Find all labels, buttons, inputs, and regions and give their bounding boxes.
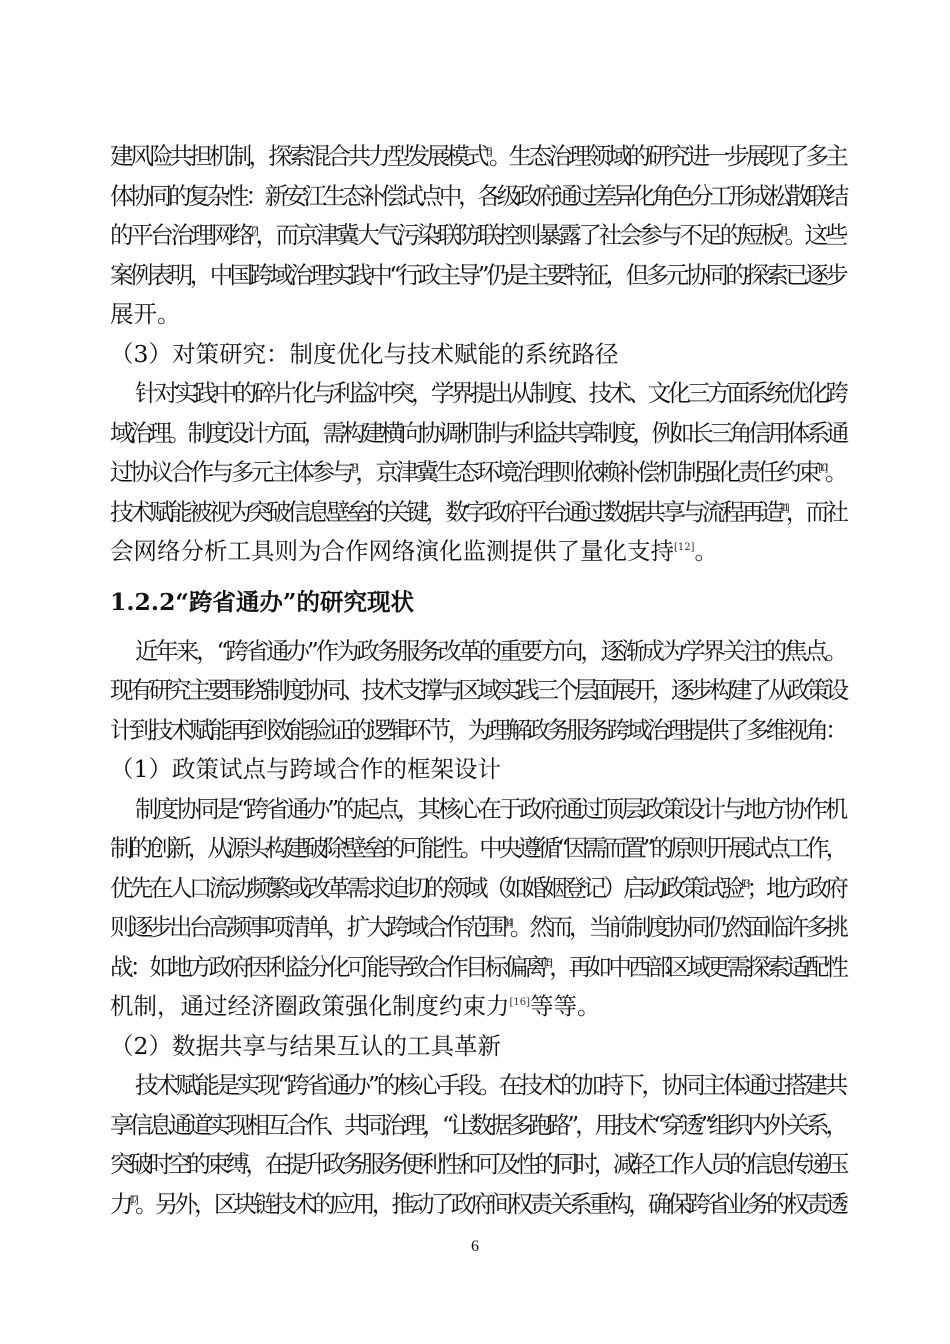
text-line: [110, 572, 845, 632]
citation-ref: [7]: [251, 226, 256, 237]
text-segment: 体协同的复杂性：新安江生态补偿试点中，各级政府通过差异化角色分工形成松散联结: [110, 181, 845, 210]
text-segment: 享信息通道实现相互合作、共同治理，“让数据多跑路”，用技术“穿透”组织内外关系，: [110, 1110, 845, 1139]
text-line: [110, 1106, 845, 1146]
text-line: [110, 256, 845, 296]
text-line: [110, 532, 845, 572]
text-segment: 。: [694, 537, 719, 565]
text-line-content: [110, 1190, 845, 1218]
text-line-content: [135, 795, 845, 823]
text-segment: ，而社: [785, 497, 845, 526]
text-segment: 制度协同是“跨省通办”的起点，其核心在于政府通过顶层政策设计与地方协作机: [135, 794, 845, 823]
paragraph: [110, 137, 845, 335]
text-line: [110, 1145, 845, 1185]
text-line-content: [110, 1111, 845, 1139]
text-line: [110, 216, 845, 256]
text-segment: 会网络分析工具则为合作网络演化监测提供了量化支持: [110, 537, 674, 565]
text-line-content: [110, 340, 618, 368]
text-segment: 针对实践中的碎片化与利益冲突，学界提出从制度、技术、文化三方面系统优化跨: [135, 379, 845, 407]
document-body: [110, 137, 845, 1224]
text-segment: 近年来，“跨省通办”作为政务服务改革的重要方向，逐渐成为学界关注的焦点。: [135, 636, 845, 665]
text-line-content: [110, 874, 845, 902]
citation-ref: [10]: [818, 463, 825, 474]
text-line: [110, 908, 845, 948]
paragraph: [110, 374, 845, 572]
text-line-content: [110, 1150, 845, 1178]
text-line-content: [110, 142, 845, 170]
text-line-content: [135, 379, 845, 407]
citation-ref: [17]: [129, 1194, 135, 1206]
text-line-content: [110, 913, 845, 941]
text-line-content: [110, 537, 718, 565]
text-line-content: [110, 1032, 501, 1060]
citation-ref: [6]: [485, 147, 489, 158]
text-line: [110, 1066, 845, 1106]
citation-ref: [13]: [741, 878, 747, 890]
text-line-content: [110, 755, 501, 783]
text-line: [110, 1185, 845, 1225]
text-line-content: [135, 1071, 845, 1099]
text-segment: ，京津冀生态环境治理则依赖补偿机制强化责任约束: [355, 458, 819, 486]
text-line: [110, 948, 845, 988]
text-line: [110, 829, 845, 869]
paragraph: [110, 632, 845, 751]
text-segment: 域治理。制度设计方面，需构建横向协调机制与利益共享制度，例如长三角信用体系通: [110, 418, 845, 447]
text-line-content: [110, 992, 601, 1020]
text-line: [110, 1027, 845, 1067]
text-line-content: [110, 221, 845, 249]
text-segment: 战：如地方政府因利益分化可能导致合作目标偏离: [110, 952, 544, 981]
text-line-content: [110, 261, 845, 289]
citation-ref: [12]: [674, 542, 695, 553]
text-line-content: [135, 637, 845, 665]
text-line: [110, 711, 845, 751]
text-segment: 的平台治理网络: [110, 221, 252, 249]
text-segment: 突破时空的束缚，在提升政务服务便利性和可及性的同时，减轻工作人员的信息传递压: [110, 1150, 845, 1178]
text-segment: （3）对策研究：制度优化与技术赋能的系统路径: [110, 339, 619, 368]
text-line: [110, 987, 845, 1027]
citation-ref: [14]: [504, 918, 510, 929]
text-line: [110, 493, 845, 533]
text-segment: （2）数据共享与结果互认的工具革新: [110, 1031, 501, 1060]
text-segment: 1.2.2“跨省通办”的研究现状: [110, 587, 414, 616]
text-line-content: [110, 182, 845, 210]
citation-ref: [16]: [509, 997, 531, 1008]
text-line: [110, 750, 845, 790]
text-segment: 优先在人口流动频繁或改革需求迫切的领域（如婚姻登记）启动政策试验: [110, 873, 742, 902]
text-segment: 。生态治理领域的研究进一步展现了多主: [488, 142, 845, 170]
text-segment: 机制，通过经济圈政策强化制度约束力: [110, 992, 510, 1020]
subsection-heading: [110, 1027, 845, 1067]
text-line: [110, 137, 845, 177]
text-line: [110, 790, 845, 830]
text-line-content: [110, 588, 414, 616]
text-line: [110, 414, 845, 454]
text-segment: 制的创新，从源头构建破除壁垒的可能性。中央遵循“因需而置”的原则开展试点工作，: [110, 834, 845, 862]
text-segment: 现有研究主要围绕制度协同、技术支撑与区域实践三个层面展开，逐步构建了从政策设: [110, 676, 845, 704]
text-segment: 展开。: [110, 300, 181, 328]
text-segment: 等等。: [530, 992, 601, 1020]
text-segment: 计到技术赋能再到效能验证的逻辑环节，为理解政务服务跨域治理提供了多维视角：: [110, 715, 845, 744]
citation-ref: [11]: [780, 502, 786, 514]
text-segment: 。然而，当前制度协同仍然面临许多挑: [509, 913, 846, 941]
text-segment: 力: [110, 1189, 130, 1218]
text-line: [110, 671, 845, 711]
citation-ref: [15]: [543, 957, 550, 969]
subsection-heading: [110, 335, 845, 375]
text-segment: 技术赋能是实现“跨省通办”的核心手段。在技术的加持下，协同主体通过搭建共: [135, 1071, 845, 1099]
text-line-content: [110, 676, 845, 704]
text-segment: ，再如中西部区域更需探索适配性: [549, 952, 845, 981]
text-line-content: [110, 953, 845, 981]
paragraph: [110, 1066, 845, 1224]
text-line-content: [110, 458, 845, 486]
text-segment: 技术赋能被视为突破信息壁垒的关键，数字政府平台通过数据共享与流程再造: [110, 497, 781, 526]
text-segment: ，而京津冀大气污染联防联控则暴露了社会参与不足的短板: [255, 221, 781, 249]
text-line: [110, 177, 845, 217]
text-segment: 则逐步出台高频事项清单，扩大跨域合作范围: [110, 913, 505, 941]
paragraph: [110, 790, 845, 1027]
text-segment: 。另外，区块链技术的应用，推动了政府间权责关系重构，确保跨省业务的权责透: [134, 1189, 845, 1218]
text-segment: 。: [824, 458, 845, 486]
text-segment: 案例表明，中国跨域治理实践中“行政主导”仍是主要特征，但多元协同的探索已逐步: [110, 260, 845, 289]
text-line: [110, 335, 845, 375]
citation-ref: [8]: [780, 226, 785, 237]
text-line: [110, 869, 845, 909]
text-segment: ；地方政府: [746, 873, 845, 902]
text-segment: 。这些: [784, 221, 845, 249]
text-line-content: [110, 498, 845, 526]
text-segment: （1）政策试点与跨域合作的框架设计: [110, 755, 501, 783]
text-line: [110, 374, 845, 414]
text-line: [110, 295, 845, 335]
text-line-content: [110, 834, 845, 862]
text-segment: 过协议合作与多元主体参与: [110, 458, 352, 486]
citation-ref: [9]: [351, 463, 356, 474]
text-line: [110, 632, 845, 672]
text-line-content: [110, 300, 181, 328]
page-number: 6: [471, 1238, 479, 1255]
text-segment: 建风险共担机制，探索混合共力型发展模式: [110, 142, 486, 170]
subsection-heading: [110, 750, 845, 790]
text-line-content: [110, 716, 845, 744]
text-line-content: [110, 419, 845, 447]
section-heading: [110, 572, 845, 632]
text-line: [110, 453, 845, 493]
